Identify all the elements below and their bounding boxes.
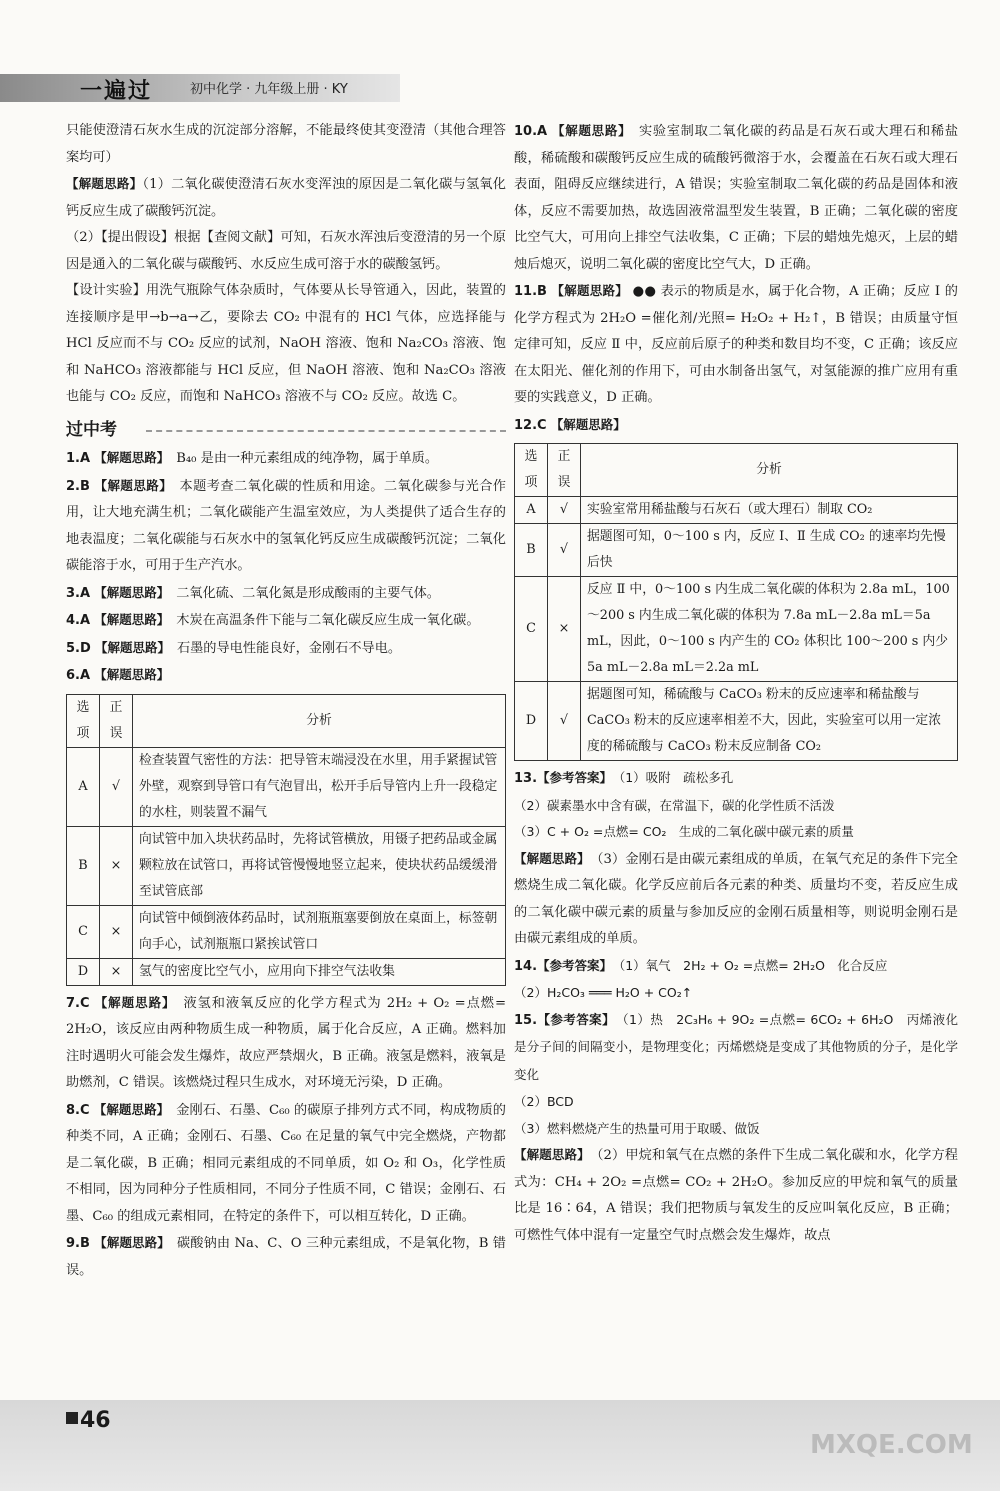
table-row — [67, 747, 506, 826]
text: （2）甲烷和氧气在点燃的条件下生成二氧化碳和水，化学方程式为：CH₄ + 2O₂ =点燃= CO₂ + 2H₂O。参加反应的甲烷和氧气的质量比是 16∶64，A 错误；我们把物质与氧发生的反应叫氧化反应，B 正确；可燃性气体中混有一定量空气时点燃会发生爆炸，故点 — [514, 1148, 958, 1243]
table-row — [515, 577, 958, 682]
header-cell: 选项 — [515, 444, 548, 497]
tag: 【解题思路】 — [94, 994, 170, 1010]
tag: 【解题思路】 — [94, 584, 164, 600]
tag: 【参考答案】 — [537, 770, 606, 785]
q-num: 3.A — [66, 585, 91, 601]
analysis-cell: 实验室常用稀盐酸与石灰石（或大理石）制取 CO₂ — [581, 497, 958, 524]
text: 碳酸钠由 Na、C、O 三种元素组成，不是氧化物，B 错误。 — [66, 1236, 506, 1278]
q-num: 14. — [514, 958, 538, 974]
text: （3）金刚石是由碳元素组成的单质，在氧气充足的条件下完全燃烧生成二氧化碳。化学反应前后各元素的种类、质量均不变，若反应生成的二氧化碳中碳元素的质量与参加反应的金刚石质量相等，则说明金刚石是由碳元素组成的单质。 — [514, 851, 958, 946]
q-num: 15. — [514, 1012, 538, 1028]
verdict-cell: × — [548, 577, 581, 682]
q13 — [514, 765, 958, 793]
answer: （3）C + O₂ =点燃= CO₂ 生成的二氧化碳中碳元素的质量 — [514, 824, 854, 839]
analysis-cell: 向试管中倾倒液体药品时，试剂瓶瓶塞要倒放在桌面上，标签朝向手心，试剂瓶瓶口紧挨试管口 — [133, 905, 506, 958]
q-num: 2.B — [66, 478, 90, 494]
answer: （1）吸附 疏松多孔 — [618, 770, 734, 785]
text: （1）二氧化碳使澄清石灰水变浑浊的原因是二氧化碳与氢氧化钙反应生成了碳酸钙沉淀。 — [66, 177, 506, 219]
q-num: 9.B — [66, 1236, 90, 1251]
answer: （1）氧气 2H₂ + O₂ =点燃= 2H₂O 化合反应 — [618, 957, 888, 973]
header-cell: 选项 — [67, 694, 100, 747]
para-3: 【设计实验】用洗气瓶除气体杂质时，气体要从长导管通入，因此，装置的连接顺序是甲→b→a→乙，要除去 CO₂ 中混有的 HCl 气体，应选择能与 HCl 反应而不与 CO₂ 反应的试剂，NaOH 溶液、饱和 Na₂CO₃ 溶液、饱和 NaHCO₃ 溶液都能与 HCl 反应，但 NaOH 溶液、饱和 Na₂CO₃ 溶液也能与 CO₂ 反应，而饱和 NaHCO₃ 溶液不与 CO₂ 反应。故选 C。 — [66, 283, 506, 404]
tag: 【参考答案】 — [537, 1011, 609, 1027]
tag: 【解题思路】 — [552, 123, 626, 138]
tag: 【解题思路】 — [514, 1147, 584, 1162]
table-row — [67, 958, 506, 985]
q14 — [514, 953, 958, 981]
option-cell: C — [67, 905, 100, 958]
subject-label: 初中化学 · 九年级上册 · KY — [190, 82, 348, 97]
section-title: 过中考 — [66, 417, 506, 444]
text: B₄₀ 是由一种元素组成的纯净物，属于单质。 — [176, 451, 439, 466]
q-num: 6.A — [66, 668, 91, 683]
q3 — [66, 580, 506, 608]
header-cell: 分析 — [581, 444, 958, 497]
answer: （3）燃料燃烧产生的热量可用于取暖、做饭 — [514, 1120, 760, 1136]
verdict-cell: √ — [548, 497, 581, 524]
q5 — [66, 635, 506, 663]
text: 金刚石、石墨、C₆₀ 的碳原子排列方式不同，构成物质的种类不同，A 正确；金刚石、石墨、C₆₀ 在足量的氧气中完全燃烧，产物都是二氧化碳，B 正确；相同元素组成的不同单质，如 O₂ 和 O₃，化学性质不相同，因为同种分子性质相同，不同分子性质不同，C 错误；金刚石、石墨、C₆₀ 的组成元素相同，在特定的条件下，可以相互转化，D 正确。 — [66, 1102, 506, 1224]
text: 二氧化硫、二氧化氮是形成酸雨的主要气体。 — [176, 585, 440, 601]
page-marker-icon — [66, 1412, 78, 1424]
verdict-cell: √ — [548, 682, 581, 761]
q6 — [66, 662, 506, 690]
option-cell: D — [67, 958, 100, 985]
q13-think — [514, 846, 958, 953]
q-num: 11.B — [514, 284, 547, 299]
left-column — [66, 118, 506, 1284]
option-cell: D — [515, 682, 548, 761]
option-cell: C — [515, 577, 548, 682]
page-number: 46 — [80, 1408, 111, 1433]
q10 — [514, 118, 958, 278]
text: 液氢和液氧反应的化学方程式为 2H₂ + O₂ =点燃= 2H₂O，该反应由两种物质生成一种物质，属于化合反应，A 正确。燃料加注时遇明火可能会发生爆炸，故应严禁烟火，B 正确。液氢是燃料，液氧是助燃剂，C 错误。该燃烧过程只生成水，对环境无污染，D 正确。 — [66, 995, 506, 1090]
header-cell: 分析 — [133, 694, 506, 747]
q-num: 8.C — [66, 1102, 90, 1118]
tag: 【解题思路】 — [550, 416, 626, 432]
answer: （2）H₂CO₃ ═══ H₂O + CO₂↑ — [514, 985, 693, 1000]
text: 木炭在高温条件下能与二氧化碳反应生成一氧化碳。 — [176, 613, 480, 628]
analysis-cell: 检查装置气密性的方法：把导管末端浸没在水里，用手紧握试管外壁，观察到导管口有气泡冒出，松开手后导管内上升一段稳定的水柱，则装置不漏气 — [133, 747, 506, 826]
tag: 【参考答案】 — [537, 957, 606, 973]
right-column — [514, 118, 958, 1249]
analysis-table-6 — [66, 694, 506, 986]
tag: 【解题思路】 — [94, 667, 170, 682]
q8 — [66, 1097, 506, 1231]
verdict-cell: × — [100, 826, 133, 905]
answer: （2）BCD — [514, 1094, 574, 1109]
brand-logo: 一遍过 — [80, 79, 153, 104]
table-row — [515, 524, 958, 577]
header-cell: 正误 — [100, 694, 133, 747]
option-cell: A — [515, 497, 548, 524]
tag: 【解题思路】 — [94, 450, 164, 465]
tag: 【解题思路】 — [66, 176, 143, 191]
option-cell: B — [515, 524, 548, 577]
q-num: 13. — [514, 771, 538, 786]
table-row — [67, 905, 506, 958]
text: 实验室制取二氧化碳的药品是石灰石或大理石和稀盐酸，稀硫酸和碳酸钙反应生成的硫酸钙微溶于水，会覆盖在石灰石或大理石表面，阻碍反应继续进行，A 错误；实验室制取二氧化碳的药品是固体和液体，反应不需要加热，故选固液常温型发生装置，B 正确；二氧化碳的密度比空气大，可用向上排空气法收集，C 正确；下层的蜡烛先熄灭，上层的蜡烛后熄灭，说明二氧化碳的密度比空气大，D 正确。 — [514, 124, 959, 272]
q2 — [66, 473, 506, 580]
q7 — [66, 990, 506, 1097]
verdict-cell: × — [100, 905, 133, 958]
q-num: 4.A — [66, 613, 91, 628]
tag: 【解题思路】 — [514, 850, 584, 866]
table-header — [515, 444, 958, 497]
analysis-cell: 氢气的密度比空气小，应用向下排空气法收集 — [133, 958, 506, 985]
para-1 — [66, 171, 506, 225]
table-row — [515, 497, 958, 524]
q-num: 1.A — [66, 451, 91, 466]
table-row — [67, 826, 506, 905]
verdict-cell: √ — [548, 524, 581, 577]
text: 表示的物质是水，属于化合物，A 正确；反应 Ⅰ 的化学方程式为 2H₂O =催化剂/光照= H₂O₂ + H₂↑，B 错误；由质量守恒定律可知，反应 Ⅱ 中，反应前后原子的种类和数目均不变，C 正确；该反应在太阳光、催化剂的作用下，可由水制备出氢气，对氢能源的推广应用有重要的实践意义，D 正确。 — [514, 284, 958, 405]
tag: 【解题思路】 — [94, 1235, 164, 1250]
q12 — [514, 412, 958, 440]
q1 — [66, 445, 506, 473]
option-cell: B — [67, 826, 100, 905]
para-0: 只能使澄清石灰水生成的沉淀部分溶解，不能最终使其变澄清（其他合理答案均可） — [66, 123, 506, 165]
q-num: 12.C — [514, 417, 547, 433]
verdict-cell: × — [100, 958, 133, 985]
analysis-cell: 反应 Ⅱ 中，0～100 s 内生成二氧化碳的体积为 2.8a mL，100～200 s 内生成二氧化碳的体积为 7.8a mL－2.8a mL＝5a mL，因此，0～100 s 内产生的 CO₂ 体积比 100～200 s 内少 5a mL－2.8a mL＝2.2a mL — [581, 577, 958, 682]
analysis-cell: 据题图可知，0～100 s 内，反应 Ⅰ、Ⅱ 生成 CO₂ 的速率均先慢后快 — [581, 524, 958, 577]
text: 本题考查二氧化碳的性质和用途。二氧化碳参与光合作用，让大地充满生机；二氧化碳能产生温室效应，为人类提供了适合生存的地表温度；二氧化碳能与石灰水中的氢氧化钙反应生成碳酸钙沉淀；二氧化碳能溶于水，可用于生产汽水。 — [66, 478, 506, 573]
q4 — [66, 607, 506, 635]
answer: （2）碳素墨水中含有碳，在常温下，碳的化学性质不活泼 — [514, 797, 835, 813]
verdict-cell: √ — [100, 747, 133, 826]
tag: 【解题思路】 — [94, 639, 164, 655]
tag: 【解题思路】 — [551, 283, 629, 298]
molecule-icon: ●● — [632, 284, 657, 299]
q11 — [514, 278, 958, 412]
q15-think — [514, 1142, 958, 1249]
analysis-cell: 向试管中加入块状药品时，先将试管横放，用镊子把药品或金属颗粒放在试管口，再将试管慢慢地竖立起来，使块状药品缓缓滑至试管底部 — [133, 826, 506, 905]
para-2: （2）【提出假设】根据【查阅文献】可知，石灰水浑浊后变澄清的另一个原因是通入的二氧化碳与碳酸钙、水反应生成可溶于水的碳酸氢钙。 — [66, 230, 506, 272]
answer: （1）热 2C₃H₆ + 9O₂ =点燃= 6CO₂ + 6H₂O 丙烯液化是分子间的间隔变小，是物理变化；丙烯燃烧是变成了其他物质的分子，是化学变化 — [514, 1011, 958, 1082]
tag: 【解题思路】 — [94, 612, 164, 627]
q-num: 10.A — [514, 124, 548, 139]
q-num: 5.D — [66, 640, 91, 656]
table-header — [67, 694, 506, 747]
q-num: 7.C — [66, 995, 90, 1011]
tag: 【解题思路】 — [93, 1101, 163, 1117]
analysis-cell: 据题图可知，稀硫酸与 CaCO₃ 粉末的反应速率和稀盐酸与 CaCO₃ 粉末的反应速率相差不大，因此，实验室可以用一定浓度的稀硫酸与 CaCO₃ 粉末反应制备 CO₂ — [581, 682, 958, 761]
tag: 【解题思路】 — [94, 477, 166, 493]
table-row — [515, 682, 958, 761]
option-cell: A — [67, 747, 100, 826]
q15 — [514, 1007, 958, 1090]
text: 石墨的导电性能良好，金刚石不导电。 — [176, 640, 402, 656]
header-cell: 正误 — [548, 444, 581, 497]
analysis-table-12 — [514, 443, 958, 761]
watermark: MXQE.COM — [810, 1430, 973, 1460]
q9 — [66, 1230, 506, 1284]
